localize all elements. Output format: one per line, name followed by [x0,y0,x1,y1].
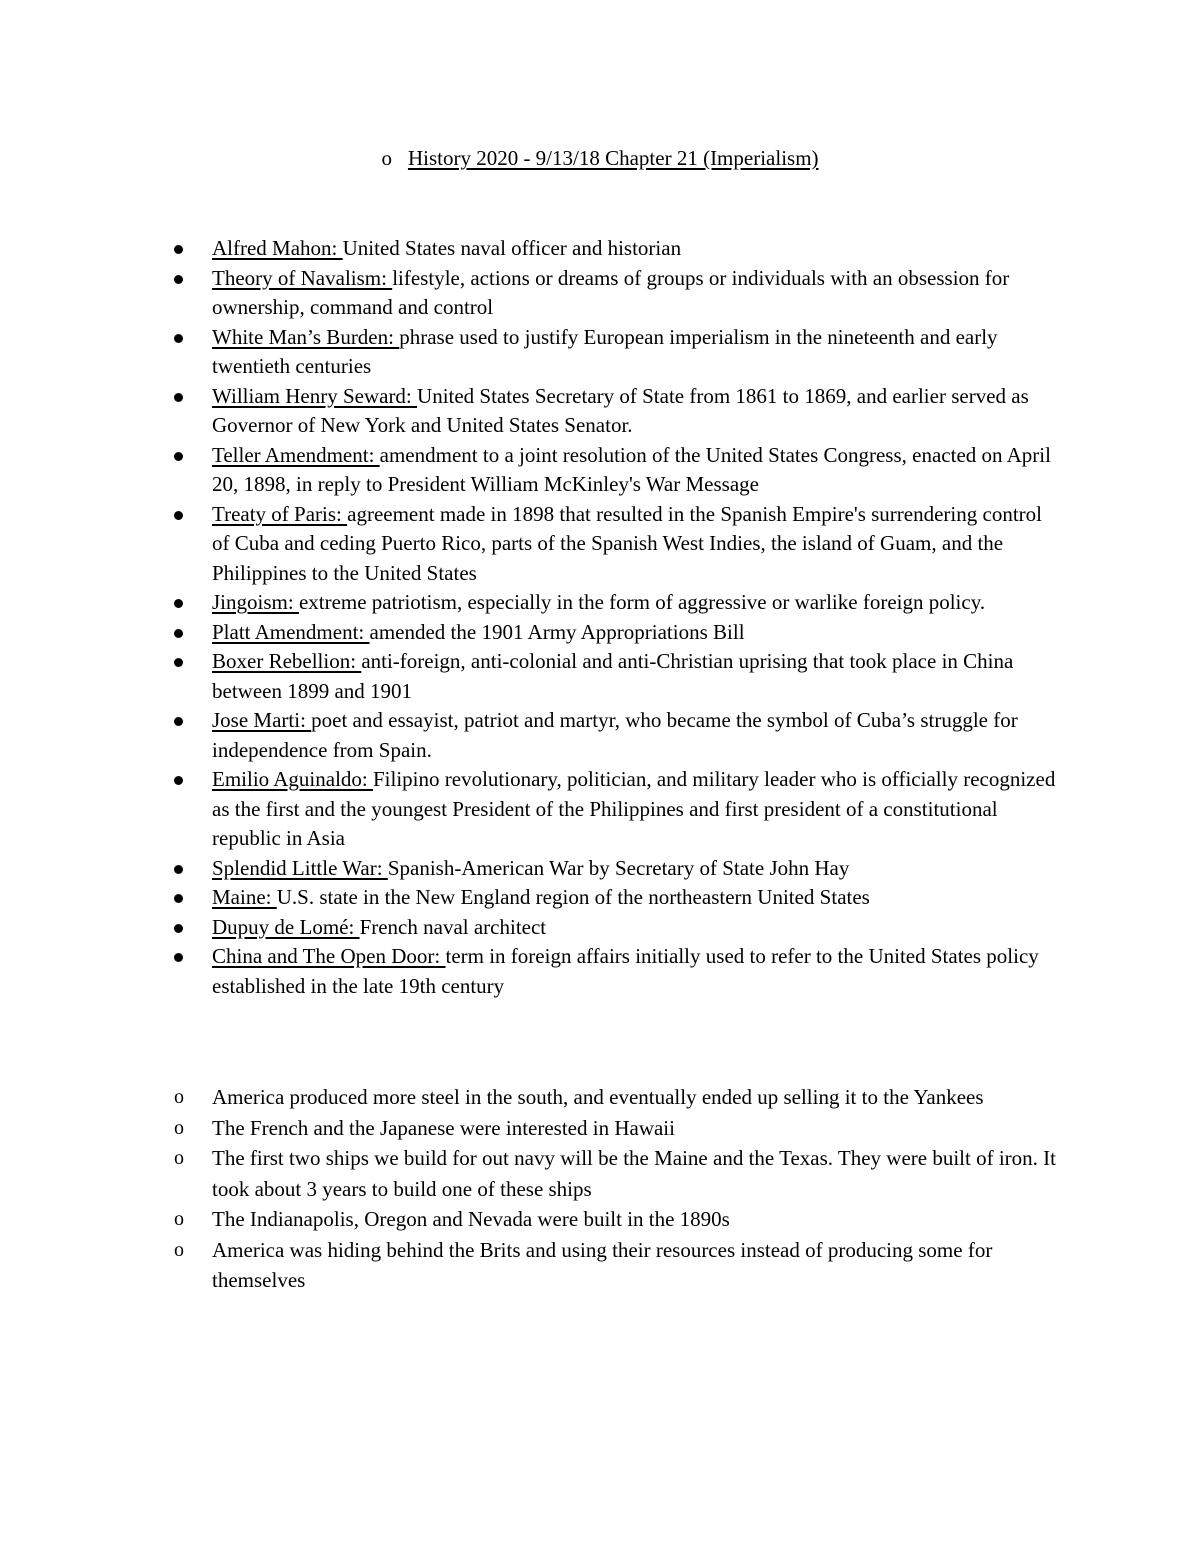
term-item [0,647,1200,706]
term-label: Alfred Mahon: [212,236,343,260]
bullet-icon [174,717,183,726]
circle-bullet-icon: o [174,1208,184,1230]
term-definition: United States naval officer and historian [342,236,682,260]
term-definition: phrase used to justify European imperialism in the nineteenth and early twentieth centuries [212,324,998,378]
bullet-icon [174,658,183,667]
term-definition: amended the 1901 Army Appropriations Bill [369,619,745,644]
circle-bullet-icon: o [174,1116,184,1139]
notes-list [0,1082,1200,1296]
term-label: China and The Open Door: [212,944,446,968]
bullet-icon [174,776,183,785]
term-label: Treaty of Paris: [212,501,348,526]
term-item [0,854,1200,884]
term-label: Maine: [212,885,277,909]
term-label: Theory of Navalism: [212,265,393,290]
term-label: White Man’s Burden: [212,324,400,349]
bullet-icon [174,245,183,254]
term-item [0,382,1200,441]
note-item [0,1143,1200,1204]
bullet-icon [174,452,183,461]
term-definition: extreme patriotism, especially in the form of aggressive or warlike foreign policy. [298,590,986,614]
term-label: Teller Amendment: [212,442,380,467]
term-item [0,234,1200,264]
term-label: Boxer Rebellion: [212,649,362,673]
term-item [0,618,1200,648]
term-item [0,942,1200,1001]
term-item [0,441,1200,500]
term-definition: United States Secretary of State from 1861 to 1869, and earlier served as Governor of New York and United States Senator. [212,383,1029,437]
term-item [0,323,1200,382]
bullet-icon [174,894,183,903]
note-item [0,1113,1200,1144]
note-text: The French and the Japanese were interested in Hawaii [212,1115,675,1140]
term-item [0,765,1200,854]
title-marker: o [381,146,392,170]
bullet-icon [174,629,183,638]
term-label: Jingoism: [212,590,299,614]
term-definition: term in foreign affairs initially used to refer to the United States policy established in the late 19th century [212,944,1039,998]
circle-bullet-icon: o [174,1238,184,1261]
term-item [0,588,1200,618]
term-label: Platt Amendment: [212,619,370,644]
note-text: America was hiding behind the Brits and using their resources instead of producing some for themselves [212,1237,993,1292]
note-text: America produced more steel in the south, and eventually ended up selling it to the Yankees [212,1085,984,1109]
term-definition: lifestyle, actions or dreams of groups or individuals with an obsession for ownership, command and control [212,265,1010,319]
bullet-icon [174,334,183,343]
bullet-icon [174,953,183,962]
bullet-icon [174,275,183,284]
term-definition: French naval architect [359,914,547,939]
title-text: History 2020 - 9/13/18 Chapter 21 (Imperialism) [407,146,819,170]
bullet-icon [174,865,183,874]
note-text: The Indianapolis, Oregon and Nevada were built in the 1890s [212,1207,730,1231]
circle-bullet-icon: o [174,1086,184,1108]
note-text: The first two ships we build for out navy will be the Maine and the Texas. They were built of iron. It took about 3 years to build one of these ships [212,1146,1056,1201]
term-item [0,706,1200,765]
term-definition: U.S. state in the New England region of the northeastern United States [276,885,870,909]
term-label: William Henry Seward: [212,383,418,408]
term-definition: agreement made in 1898 that resulted in the Spanish Empire's surrendering control of Cuba and ceding Puerto Rico, parts of the Spanish West Indies, the island of Guam, and the Philippines to the United States [212,501,1042,585]
note-item [0,1235,1200,1296]
term-item [0,883,1200,913]
term-definition: anti-foreign, anti-colonial and anti-Christian uprising that took place in China between 1899 and 1901 [212,649,1014,703]
bullet-icon [174,393,183,402]
page-title [0,144,1200,172]
term-definition: Filipino revolutionary, politician, and military leader who is officially recognized as the first and the youngest President of the Philippines and first president of a constitutional republic in Asia [212,767,1056,850]
term-definition: amendment to a joint resolution of the United States Congress, enacted on April 20, 1898, in reply to President William McKinley's War Message [212,442,1051,496]
note-item [0,1082,1200,1113]
term-label: Jose Marti: [212,708,312,732]
term-definition: Spanish-American War by Secretary of State John Hay [387,855,850,880]
term-label: Dupuy de Lomé: [212,914,360,939]
term-item [0,913,1200,943]
term-item [0,264,1200,323]
bullet-icon [174,511,183,520]
term-definition: poet and essayist, patriot and martyr, who became the symbol of Cuba’s struggle for independence from Spain. [212,708,1018,762]
terms-list [0,234,1200,1001]
bullet-icon [174,599,183,608]
term-item [0,500,1200,589]
term-label: Splendid Little War: [212,855,388,880]
term-label: Emilio Aguinaldo: [212,767,373,791]
note-item [0,1204,1200,1235]
bullet-icon [174,924,183,933]
circle-bullet-icon: o [174,1147,184,1169]
